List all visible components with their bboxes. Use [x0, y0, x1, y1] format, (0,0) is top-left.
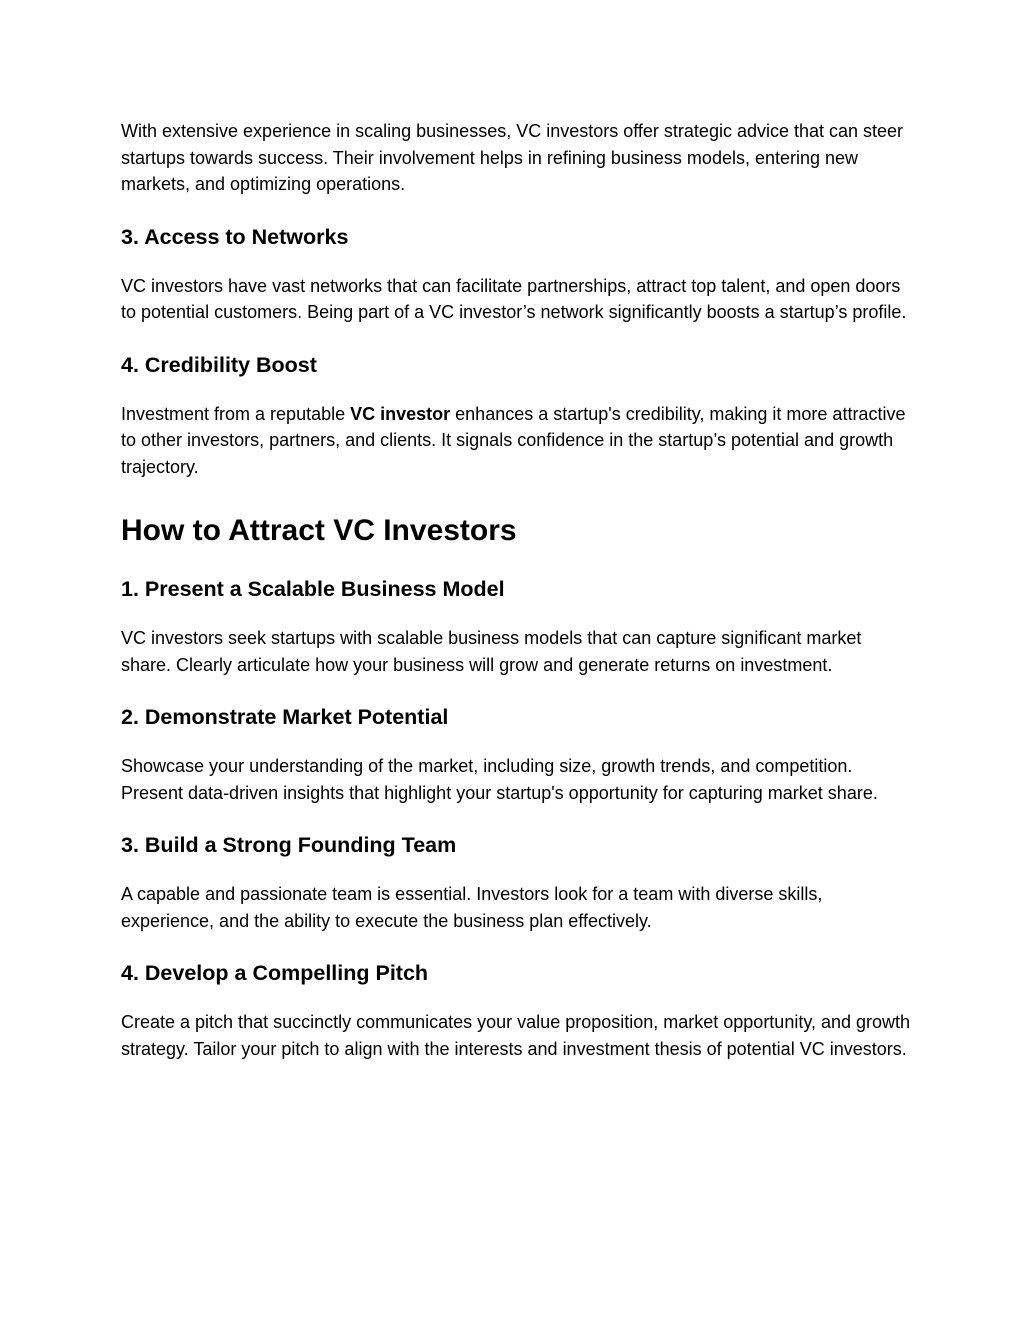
credibility-text-end: enhances a startup's credibility, making it more attractive to other investors, partners, and clients. It signals confidence in the startup’s potential and growth trajectory.	[121, 403, 906, 477]
paragraph-compelling-pitch: Create a pitch that succinctly communicates your value proposition, market opportunity, and growth strategy. Tailor your pitch to align with the interests and investment thesis of potential VC investors.	[121, 1012, 911, 1059]
credibility-text-start: Investment from a reputable	[121, 403, 351, 424]
paragraph-scalable-business-model: VC investors seek startups with scalable business models that can capture significant market share. Clearly articulate how your business will grow and generate returns on investment.	[121, 628, 862, 675]
paragraph-market-potential: Showcase your understanding of the market, including size, growth trends, and competition. Present data-driven insights that highlight your startup's opportunity for capturing market share.	[121, 756, 878, 803]
paragraph-founding-team: A capable and passionate team is essential. Investors look for a team with diverse skills, experience, and the ability to execute the business plan effectively.	[121, 884, 823, 931]
credibility-bold-term: VC investor	[350, 403, 451, 424]
document-page	[121, 118, 911, 1062]
heading-market-potential: 2. Demonstrate Market Potential	[121, 705, 449, 729]
heading-scalable-business-model: 1. Present a Scalable Business Model	[121, 577, 505, 601]
section-heading-attract-investors: How to Attract VC Investors	[121, 514, 517, 547]
heading-credibility-boost: 4. Credibility Boost	[121, 352, 317, 377]
paragraph-access-to-networks: VC investors have vast networks that can facilitate partnerships, attract top talent, and open doors to potential customers. Being part of a VC investor’s network significantly boosts a startup’s profile.	[121, 275, 907, 322]
heading-founding-team: 3. Build a Strong Founding Team	[121, 833, 457, 857]
intro-paragraph: With extensive experience in scaling businesses, VC investors offer strategic advice that can steer startups towards success. Their involvement helps in refining business models, entering new markets, and optimizing operations.	[121, 121, 904, 194]
heading-access-to-networks: 3. Access to Networks	[121, 224, 349, 249]
heading-compelling-pitch: 4. Develop a Compelling Pitch	[121, 961, 429, 985]
paragraph-credibility-boost	[121, 401, 911, 481]
